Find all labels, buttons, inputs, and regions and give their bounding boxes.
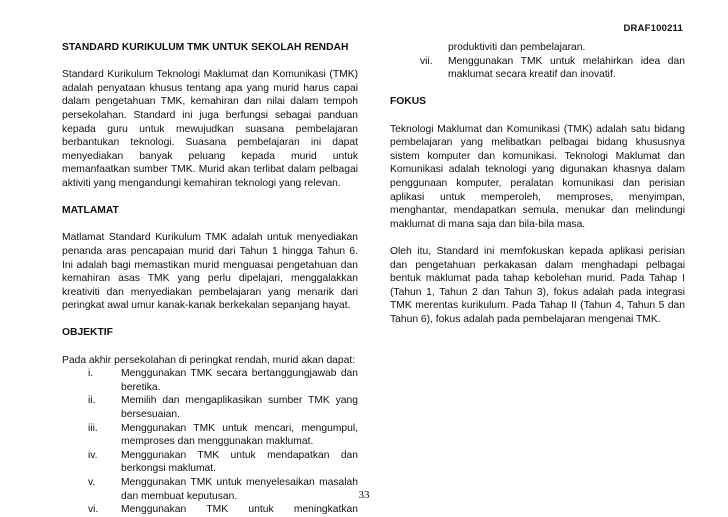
list-number: ii.: [88, 395, 96, 407]
list-text: Memilih dan mengaplikasikan sumber TMK yang bersesuaian.: [121, 395, 358, 421]
matlamat-heading: MATLAMAT: [62, 205, 119, 217]
list-text: Menggunakan TMK untuk mendapatkan dan berkongsi maklumat.: [121, 449, 358, 475]
list-text: Menggunakan TMK untuk melahirkan idea dan maklumat secara kreatif dan inovatif.: [448, 55, 685, 81]
intro-paragraph: Standard Kurikulum Teknologi Maklumat dan Komunikasi (TMK) adalah penyataan khusus tentang apa yang murid harus capai dalam pengetahuan TMK, kemahiran dan nilai dalam tempoh persekolahan. Standard ini juga berfungsi sebagai panduan kepada guru untuk mewujudkan suasana pembelajaran berbantukan teknologi. Suasana pembelajaran ini dapat menyediakan banyak peluang kepada murid untuk memanfaatkan sumber TMK. Murid akan terlibat dalam pelbagai aktiviti yang mengandungi kemahiran teknologi yang relevan.: [62, 69, 358, 189]
page-number: 33: [358, 489, 370, 501]
right-column: [390, 41, 685, 326]
objektif-heading: OBJEKTIF: [62, 327, 113, 339]
list-item: [390, 55, 685, 82]
objectives-list-continued: [390, 55, 685, 82]
objective-continuation: produktiviti dan pembelajaran.: [448, 42, 586, 53]
matlamat-paragraph: Matlamat Standard Kurikulum TMK adalah untuk menyediakan penanda aras pencapaian murid dari Tahun 1 hingga Tahun 6. Ini adalah bagi memastikan murid menguasai pengetahuan dan kemahiran asas TMK yang perlu dipelajari, menggalakkan kreativiti dan menyediakan pembelajaran yang menarik dari peringkat awal umur kanak-kanak berkekalan sepanjang hayat.: [62, 232, 358, 312]
fokus-heading: FOKUS: [390, 96, 427, 108]
fokus-paragraph-1: Teknologi Maklumat dan Komunikasi (TMK) adalah satu bidang pembelajaran yang melibatkan pelbagai bidang khususnya sistem komputer dan komunikasi. Teknologi Maklumat dan Komunikasi adalah teknologi yang digunakan khasnya dalam penggunaan komputer, peralatan komunikasi dan perisian aplikasi untuk memperoleh, memproses, menyimpan, menghantar, mendapatkan semula, menukar dan melindungi maklumat di mana saja dan bila-bila masa.: [390, 123, 685, 230]
list-item: [62, 503, 358, 517]
list-text: Menggunakan TMK untuk menyelesaikan masalah dan membuat keputusan.: [121, 477, 358, 502]
list-number: vii.: [420, 55, 433, 67]
list-text: Menggunakan TMK untuk meningkatkan: [121, 504, 358, 516]
list-text: Menggunakan TMK untuk mencari, mengumpul, memproses dan menggunakan maklumat.: [121, 422, 358, 448]
draft-code: DRAF100211: [623, 23, 683, 34]
list-number: vi.: [88, 504, 99, 516]
list-text: Menggunakan TMK secara bertanggungjawab dan beretika.: [121, 368, 358, 393]
list-item: [62, 394, 358, 421]
list-item: [62, 367, 358, 394]
section-title: STANDARD KURIKULUM TMK UNTUK SEKOLAH RENDAH: [62, 42, 349, 53]
objektif-intro: Pada akhir persekolahan di peringkat rendah, murid akan dapat:: [62, 354, 356, 366]
list-item: [62, 422, 358, 449]
left-column: [62, 41, 358, 517]
list-number: v.: [88, 477, 96, 488]
list-number: i.: [88, 368, 94, 380]
list-number: iv.: [88, 449, 98, 461]
list-number: iii.: [88, 422, 98, 434]
list-item: [62, 449, 358, 476]
fokus-paragraph-2: Oleh itu, Standard ini memfokuskan kepada aplikasi perisian dan pengetahuan perkakasan dalam menghadapi pelbagai bentuk maklumat pada tahap kebolehan murid. Pada Tahap I (Tahun 1, Tahun 2 dan Tahun 3), fokus adalah pada integrasi TMK merentas kurikulum. Pada Tahap II (Tahun 4, Tahun 5 dan Tahun 6), fokus adalah pada pembelajaran mengenai TMK.: [390, 245, 685, 325]
